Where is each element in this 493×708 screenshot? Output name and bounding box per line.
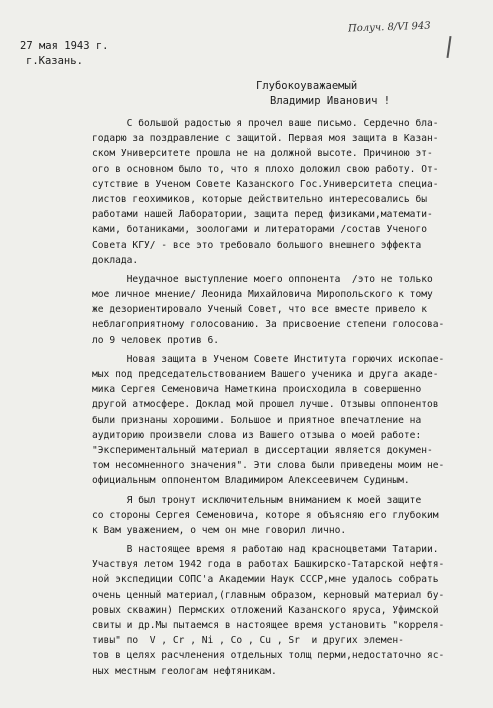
letter-body — [92, 116, 486, 679]
text-line: свиты и др.Мы пытаемся в настоящее время установить "корреля- — [92, 620, 445, 631]
text-line: другой атмосфере. Доклад мой прошел лучше. Отзывы оппонентов — [92, 399, 439, 411]
text-line: мое личное мнение/ Леонида Михайловича Миропольского к тому — [92, 289, 433, 301]
handwritten-received-note: Получ. 8/VI 943 — [347, 20, 431, 35]
text-line: Неудачное выступление моего оппонента /это не только — [92, 273, 433, 285]
text-line: доклада. — [92, 254, 139, 266]
text-line: тов в целях расчленения отдельных толщ перми,недостаточно яс- — [92, 650, 445, 662]
paragraph — [92, 272, 486, 348]
text-line: ками, ботаниками, зоологами и литераторами /состав Ученого — [92, 224, 428, 236]
text-line: С большой радостью я прочел ваше письмо. Сердечно бла- — [92, 118, 439, 129]
text-line: были признаны хорошими. Большое и приятное впечатление на — [92, 414, 422, 426]
text-line: "Экспериментальный материал в диссертации является докумен- — [92, 444, 433, 456]
text-line: очень ценный материал,(главным образом, керновый материал бу- — [92, 589, 445, 601]
paragraph — [92, 493, 486, 539]
text-line: мика Сергея Семеновича Наметкина происходила в совершенно — [92, 384, 422, 396]
text-line: к Вам уважением, о чем он мне говорил лично. — [92, 524, 347, 536]
text-line: неблагоприятному голосованию. За присвоение степени голосова- — [92, 319, 445, 331]
text-line: ной экспедиции СОПС'а Академии Наук СССР,мне удалось собрать — [92, 574, 439, 586]
salutation-line-2: Владимир Иванович ! — [270, 95, 391, 107]
text-line: ском Университете прошла не на должной высоте. Причиною эт- — [92, 148, 433, 160]
text-line: ло 9 человек против 6. — [92, 334, 220, 346]
text-line: работами нашей Лаборатории, защита перед физиками,математи- — [92, 209, 433, 221]
text-line: Участвуя летом 1942 года в работах Башкирско-Татарской нефтя- — [92, 559, 445, 571]
text-line: официальным оппонентом Владимиром Алексеевичем Судиным. — [92, 475, 410, 487]
paragraph — [92, 352, 486, 489]
text-line: Я был тронут исключительным вниманием к моей защите — [92, 494, 422, 506]
letter-city: г.Казань. — [26, 55, 83, 67]
text-line: ровых скважин) Пермских отложений Казанского яруса, Уфимской — [92, 604, 439, 616]
text-line: В настоящее время я работаю над красноцветами Татарии. — [92, 544, 439, 556]
text-line: ого в основном было то, что я плохо доложил свою работу. От- — [92, 163, 439, 175]
text-line: листов геохимиков, которые действительно интересовались бы — [92, 193, 428, 205]
text-line: годарю за поздравление с защитой. Первая моя защита в Казан- — [92, 133, 439, 145]
text-line: Совета КГУ/ - все это требовало большого внешнего эффекта — [92, 239, 422, 251]
paragraph — [92, 116, 486, 268]
margin-pencil-mark — [446, 36, 451, 58]
text-line: аудиторию произвели слова из Вашего отзыва о моей работе: — [92, 429, 422, 441]
text-line: со стороны Сергея Семеновича, которе я объясняю его глубоким — [92, 509, 439, 521]
letter-date: 27 мая 1943 г. — [20, 40, 109, 52]
paragraph — [92, 542, 486, 679]
text-line: том несомненного значения". Эти слова были приведены моим не- — [92, 460, 445, 472]
text-line: же дезориентировало Ученый Совет, что все вместе привело к — [92, 304, 428, 316]
text-line: тивы" по V , Cr , Ni , Co , Cu , Sr и других элемен- — [92, 635, 404, 647]
text-line: Новая защита в Ученом Совете Института горючих ископае- — [92, 353, 445, 365]
text-line: мых под председательствованием Вашего ученика и друга акаде- — [92, 369, 439, 380]
text-line: ных местным геологам нефтяникам. — [92, 665, 277, 677]
text-line: сутствие в Ученом Совете Казанского Гос.Университета специа- — [92, 178, 439, 190]
salutation-line-1: Глубокоуважаемый — [256, 80, 358, 92]
